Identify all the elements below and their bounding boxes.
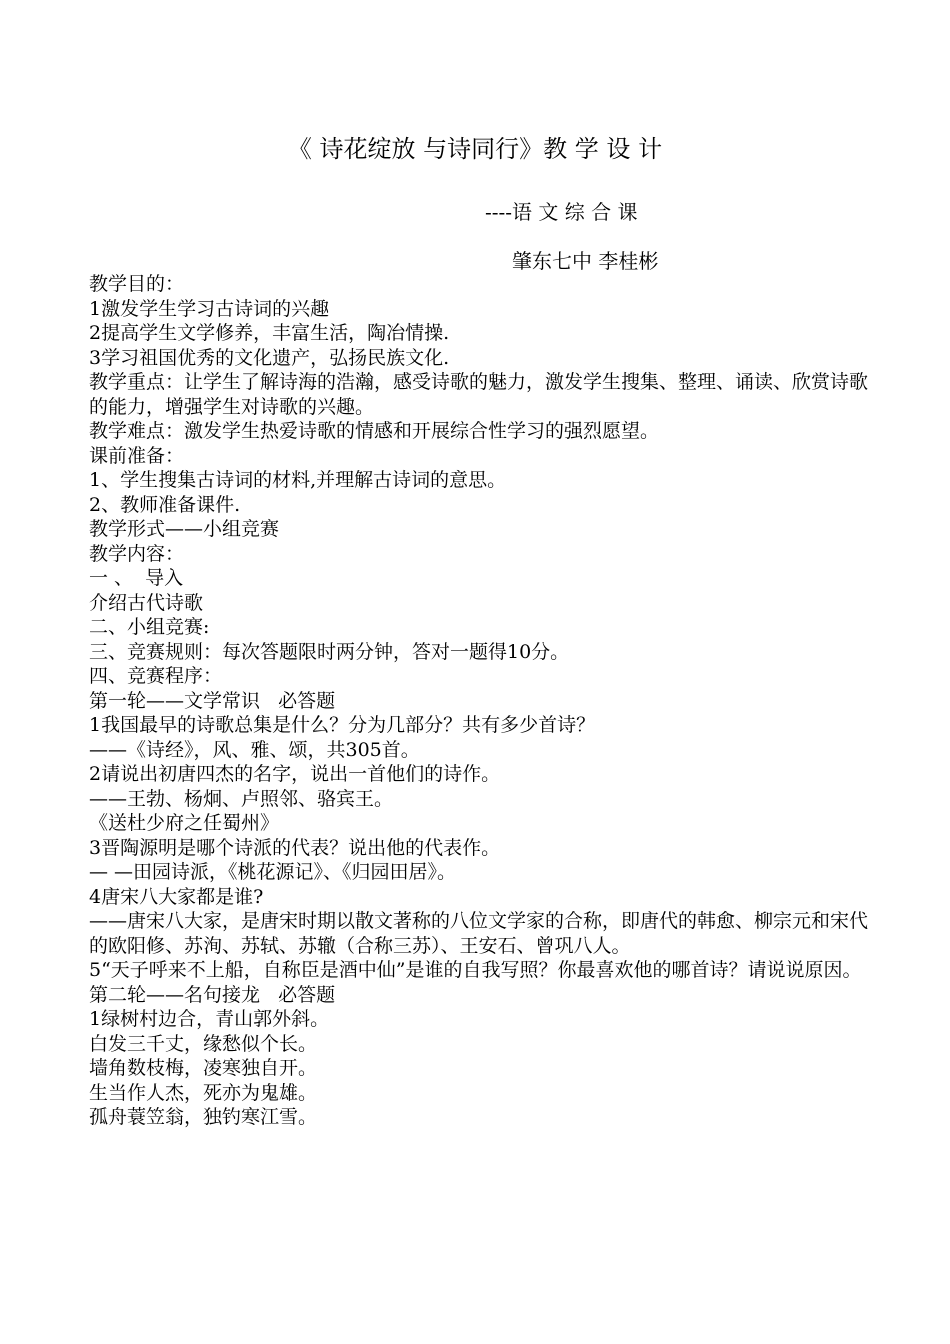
body-line: 孤舟蓑笠翁，独钓寒江雪。 bbox=[89, 1106, 318, 1128]
body-line: 1绿树村边合，青山郭外斜。 bbox=[89, 1008, 330, 1030]
body-line: 一 、 导入 bbox=[89, 567, 184, 589]
body-line: 生当作人杰，死亦为鬼雄。 bbox=[89, 1081, 318, 1104]
body-line: 2提高学生文学修养，丰富生活，陶冶情操. bbox=[89, 322, 450, 344]
body-line: ——唐宋八大家，是唐宋时期以散文著称的八位文学家的合称，即唐代的韩愈、柳宗元和宋代的欧阳修、苏洵、苏轼、苏辙（合称三苏）、王安石、曾巩八人。 bbox=[89, 910, 869, 957]
document-author: 肇东七中 李桂彬 bbox=[512, 249, 659, 273]
body-line: 3晋陶源明是哪个诗派的代表？说出他的代表作。 bbox=[89, 836, 501, 859]
body-line: 三、竞赛规则：每次答题限时两分钟，答对一题得10分。 bbox=[89, 640, 570, 663]
body-line: 5“天子呼来不上船，自称臣是酒中仙”是谁的自我写照？你最喜欢他的哪首诗？请说说原因。 bbox=[89, 959, 862, 981]
body-line: 课前准备： bbox=[89, 444, 185, 467]
body-line: 2请说出初唐四杰的名字，说出一首他们的诗作。 bbox=[89, 763, 501, 785]
body-line: 第二轮——名句接龙 必答题 bbox=[89, 983, 336, 1006]
body-line: 二、小组竞赛: bbox=[89, 616, 210, 638]
body-line: 《送杜少府之任蜀州》 bbox=[89, 812, 280, 834]
body-line: 4唐宋八大家都是谁? bbox=[89, 885, 264, 908]
body-line: 教学难点：激发学生热爱诗歌的情感和开展综合性学习的强烈愿望。 bbox=[89, 420, 660, 442]
body-line: 1激发学生学习古诗词的兴趣 bbox=[89, 297, 330, 320]
document-subtitle: ----语 文 综 合 课 bbox=[485, 200, 638, 224]
body-line: ——《诗经》，风、雅、颂，共305首。 bbox=[89, 738, 420, 761]
body-line: 教学重点：让学生了解诗海的浩瀚，感受诗歌的魅力，激发学生搜集、整理、诵读、欣赏诗歌的能力，增强学生对诗歌的兴趣。 bbox=[89, 371, 869, 418]
body-line: 墙角数枝梅，凌寒独自开。 bbox=[89, 1057, 318, 1079]
body-line: 教学形式——小组竞赛 bbox=[89, 518, 280, 540]
body-line: 第一轮——文学常识 必答题 bbox=[89, 689, 336, 712]
body-line: 1我国最早的诗歌总集是什么？分为几部分？共有多少首诗？ bbox=[89, 714, 596, 736]
body-line: 教学内容： bbox=[89, 542, 185, 565]
body-line: 1、学生搜集古诗词的材料,并理解古诗词的意思。 bbox=[89, 469, 507, 491]
body-line: 四、竞赛程序： bbox=[89, 665, 223, 687]
body-line: 教学目的： bbox=[89, 273, 185, 295]
body-line: 介绍古代诗歌 bbox=[89, 591, 204, 614]
body-line: 白发三千丈，缘愁似个长。 bbox=[89, 1032, 318, 1055]
body-line: — —田园诗派，《桃花源记》、《归园田居》。 bbox=[89, 861, 457, 883]
body-line: 3学习祖国优秀的文化遗产，弘扬民族文化. bbox=[89, 346, 450, 369]
document-title: 《 诗花绽放 与诗同行》教 学 设 计 bbox=[287, 135, 663, 163]
document-body bbox=[89, 272, 879, 1130]
body-line: ——王勃、杨炯、卢照邻、骆宾王。 bbox=[89, 787, 394, 810]
body-line: 2、教师准备课件. bbox=[89, 493, 241, 516]
